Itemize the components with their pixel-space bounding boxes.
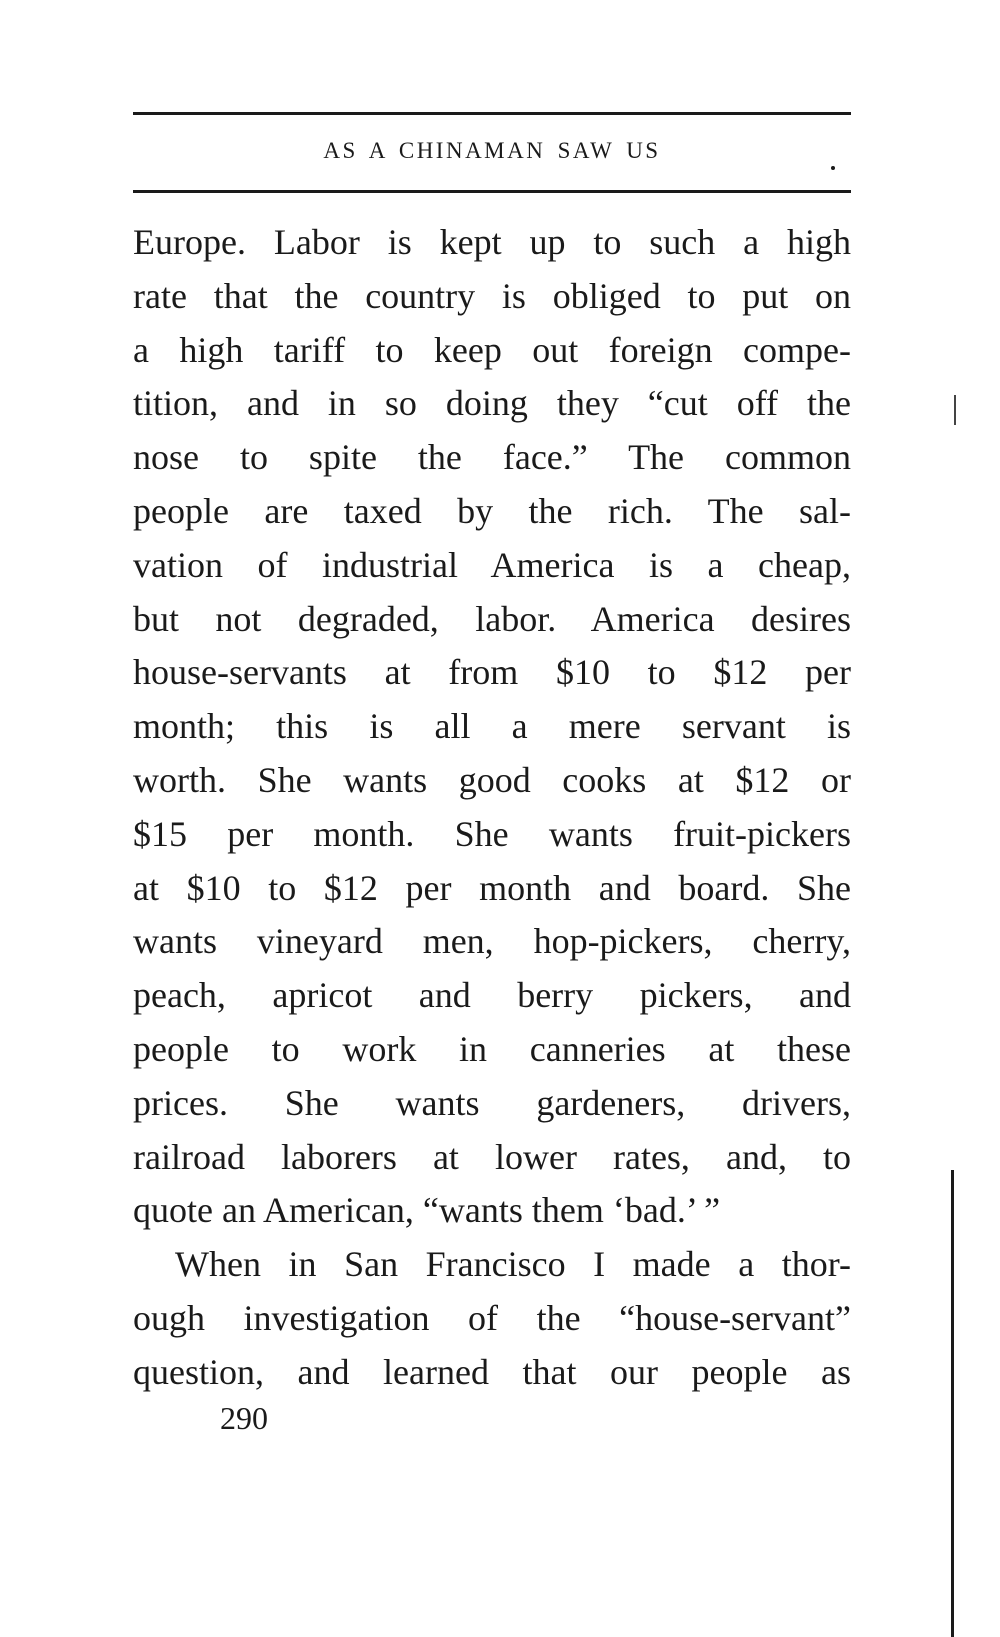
text-line: tition, and in so doing they “cut off the xyxy=(133,383,851,424)
text-line: people are taxed by the rich. The sal- xyxy=(133,490,851,531)
text-line: ough investigation of the “house-servant” xyxy=(133,1297,851,1338)
body-text xyxy=(133,216,851,1400)
text-line: $15 per month. She wants fruit-pickers xyxy=(133,813,851,854)
text-line: nose to spite the face.” The common xyxy=(133,437,851,478)
text-line: railroad laborers at lower rates, and, to xyxy=(133,1136,851,1177)
text-line: people to work in canneries at these xyxy=(133,1028,851,1069)
page-number: 290 xyxy=(220,1400,268,1436)
print-speck xyxy=(831,166,835,170)
text-line: Europe. Labor is kept up to such a high xyxy=(133,222,851,262)
page-edge-mark xyxy=(954,395,956,425)
running-head: AS A CHINAMAN SAW US xyxy=(323,138,661,163)
page-edge-line xyxy=(951,1170,954,1637)
text-line: at $10 to $12 per month and board. She xyxy=(133,867,851,908)
text-line: peach, apricot and berry pickers, and xyxy=(133,975,851,1016)
text-line: When in San Francisco I made a thor- xyxy=(175,1244,851,1285)
text-line: a high tariff to keep out foreign compe- xyxy=(133,329,851,370)
text-line: house-servants at from $10 to $12 per xyxy=(133,652,851,693)
text-line: quote an American, “wants them ‘bad.’ ” xyxy=(133,1190,721,1231)
text-line: but not degraded, labor. America desires xyxy=(133,598,851,639)
header-rule-top xyxy=(133,112,851,115)
header-rule-bottom xyxy=(133,190,851,193)
text-line: wants vineyard men, hop-pickers, cherry, xyxy=(133,921,851,962)
text-line: vation of industrial America is a cheap, xyxy=(133,544,851,585)
text-line: worth. She wants good cooks at $12 or xyxy=(133,759,851,800)
text-line: rate that the country is obliged to put on xyxy=(133,275,851,316)
text-line: month; this is all a mere servant is xyxy=(133,706,851,747)
text-line: question, and learned that our people as xyxy=(133,1351,851,1392)
text-line: prices. She wants gardeners, drivers, xyxy=(133,1082,851,1123)
